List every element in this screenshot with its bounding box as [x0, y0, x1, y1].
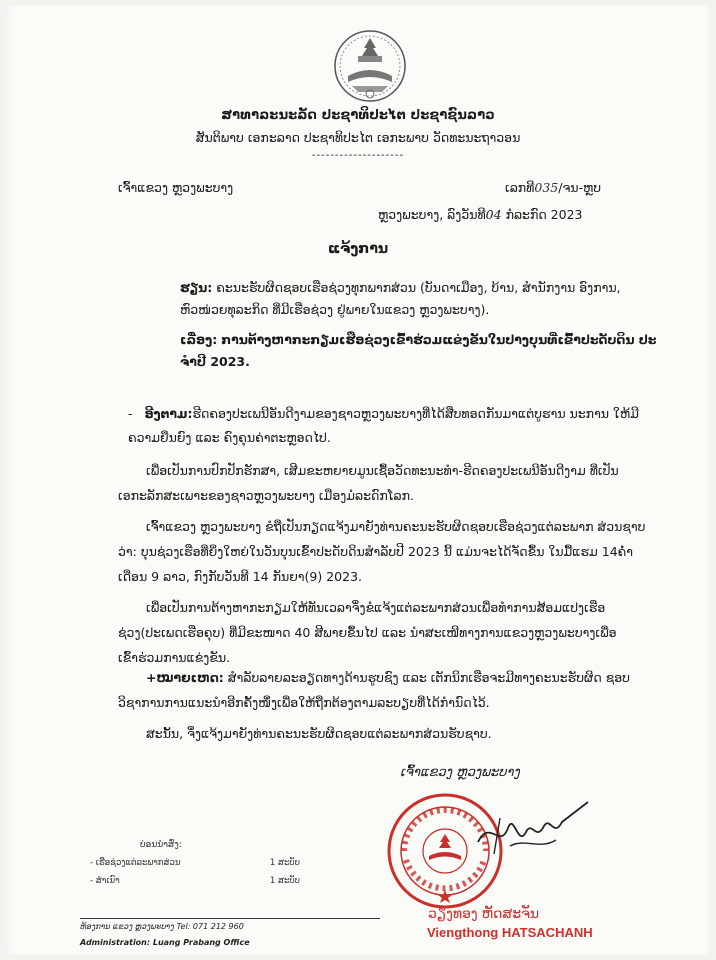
country-name: ສາທາລະນະລັດ ປະຊາທິປະໄຕ ປະຊາຊົນລາວ: [221, 108, 495, 123]
doc-number-prefix: ເລກທີ: [505, 180, 535, 195]
date-handwritten: 04: [485, 207, 502, 222]
distribution-title: ບ່ອນນໍາສົ່ງ:: [140, 840, 182, 850]
signatory-name-lao: ວຽງທອງ ຫັດສະຈັນ: [428, 905, 540, 921]
sender-name: ເຈົ້າແຂວງ ຫຼວງພະບາງ: [118, 180, 234, 195]
date-prefix: ຫຼວງພະບາງ, ລົງວັນທີ: [378, 207, 486, 222]
paragraph-2-text: ເຈົ້າແຂວງ ຫຼວງພະບາງ ຂໍຖືເປັນກຽດແຈ້ງມາຍັງທ່ານຄະນະຮັບຜິດຊອບເຮືອຊ່ວງແຕ່ລະພາກ ສ່ວນຊາບວ່າ: ບຸນຊ່ວງເຮືອທີ່ຍິ່ງໃຫຍ່ໃນວັນບຸນເຂົ້າປະດັບດິນສໍາລັບປີ 2023 ນີ້ ແມ່ນຈະໄດ້ຈັດຂຶ້ນ ໃນມື້ແຮມ 14ຄໍ່າ ເດືອນ 9 ລາວ, ກົງກັບວັນທີ 14 ກັນຍາ(9) 2023.: [118, 519, 646, 584]
footer-administration: Administration: Luang Prabang Office: [80, 938, 250, 947]
distribution-qty: 1 ສະບັບ: [269, 876, 300, 886]
closing-paragraph: [118, 721, 646, 746]
note-paragraph: [118, 665, 646, 715]
note-text: ສໍາລັບລາຍລະອຽດທາງດ້ານຮູບຊົງ ແລະ ເຕັກນິກເຮືອຈະມີທາງຄະນະຮັບຜິດ ຊອບວິຊາການການແນະນໍາອີກຄັ້ງໜຶ່ງເພື່ອໃຫ້ຖືກຕ້ອງຕາມລະບຽບທີ່ໄດ້ກໍານົດໄວ້.: [118, 670, 630, 710]
subject-label: ເລື່ອງ:: [180, 332, 218, 347]
distribution-row: - ສໍາເນົາ 1 ສະບັບ: [90, 876, 300, 886]
recipient-label: ຮຽນ:: [180, 280, 213, 295]
document-number: [505, 180, 601, 195]
doc-number-suffix: /ຈນ-ຫຼບ: [558, 180, 602, 195]
subject-block: [180, 329, 660, 373]
national-emblem: [330, 28, 410, 104]
footer-divider: [80, 918, 380, 919]
paragraph-3: [118, 595, 646, 670]
header-separator: --------------------: [311, 150, 405, 161]
doc-number-handwritten: 035: [534, 180, 559, 195]
distribution-qty: 1 ສະບັບ: [269, 858, 300, 868]
national-motto: ສັນຕິພາບ ເອກະລາດ ປະຊາທິປະໄຕ ເອກະພາບ ວັດທະນະຖາວອນ: [195, 130, 521, 145]
signatory-name-latin: Viengthong HATSACHANH: [427, 925, 593, 940]
closing-text: ສະນັ້ນ, ຈຶ່ງແຈ້ງມາຍັງທ່ານຄະນະຮັບຜິດຊອບແຕ່ລະພາກສ່ວນຮັບຊາບ.: [146, 726, 492, 741]
paragraph-3-text: ເພື່ອເປັນການຕ້າງຫາກະກຽມໃຫ້ທັນເວລາຈຶ່ງຂໍແຈ້ງແຕ່ລະພາກສ່ວນເພື່ອທໍາການສ້ອມແປງເຮືອ ຊ່ວງ(ປະເພດເຮືອຄຸບ) ທີ່ມີຂະໜາດ 40 ສີພາຍຂຶ້ນໄປ ແລະ ນໍາສະເໜີທາງການແຂວງຫຼວງພະບາງເພື່ອ ເຂົ້າຮ່ວມການແຂ່ງຂັນ.: [118, 600, 617, 665]
document-date: [378, 207, 583, 222]
paragraph-1-text: ເພື່ອເປັນການປົກປັກຮັກສາ, ເສີມຂະຫຍາຍມູນເຊື້ອວັດທະນະທໍາ-ຮີດຄອງປະເພນີອັນດີງາມ ທີ່ເປັນເອກະລັກສະເພາະຂອງຊາວຫຼວງພະບາງ ເມືອງມໍລະດົກໂລກ.: [118, 463, 619, 503]
reference-bullet: -: [128, 406, 145, 421]
recipient-text: ຄະນະຮັບຜິດຊອບເຮືອຊ່ວງທຸກພາກສ່ວນ (ບັນດາເມືອງ, ບ້ານ, ສໍານັກງານ ອົງການ, ຫົວໜ່ວຍທຸລະກິດ ທີ່ມີເຮືອຊ່ວງ ຢູ່ພາຍໃນແຂວງ ຫຼວງພະບາງ).: [180, 280, 621, 317]
distribution-row: - ເຮືອຊ່ວງແຕ່ລະພາກສ່ວນ 1 ສະບັບ: [90, 858, 300, 868]
document-title: ແຈ້ງການ: [327, 241, 389, 257]
distribution-label: ເຮືອຊ່ວງແຕ່ລະພາກສ່ວນ: [95, 858, 181, 868]
distribution-label: ສໍາເນົາ: [95, 876, 120, 886]
date-suffix: ກໍລະກົດ 2023: [505, 207, 583, 222]
subject-text: ການຕ້າງຫາກະກຽມເຮືອຊ່ວງເຂົ້າຮ່ວມແຂ່ງຂັນໃນປາງບຸນທີ່ເຂົ້າປະດັບດິນ ປະຈໍາປີ 2023.: [180, 332, 657, 369]
note-label: +ໝາຍເຫດ:: [146, 670, 224, 685]
paragraph-1: [118, 458, 646, 508]
reference-label: ອີງຕາມ:: [144, 406, 193, 421]
handwritten-signature: [470, 798, 600, 858]
reference-text: ຮີດຄອງປະເພນີອັນດີງາມຂອງຊາວຫຼວງພະບາງທີ່ໄດ້ສືບທອດກັນມາແຕ່ບູຮານ ນະການ ໃຫ້ມີຄວາມຍືນຍົງ ແລະ ຄົງຄຸນຄ່າຕະຫຼອດໄປ.: [128, 406, 639, 445]
reference-block: [128, 402, 668, 450]
signature-title: ເຈົ້າແຂວງ ຫຼວງພະບາງ: [400, 765, 520, 780]
paragraph-2: [118, 514, 646, 589]
recipient-block: [180, 277, 660, 321]
footer-contact: ຫ້ອງການ ແຂວງ ຫຼວງພະບາງ Tel: 071 212 960: [80, 922, 244, 931]
